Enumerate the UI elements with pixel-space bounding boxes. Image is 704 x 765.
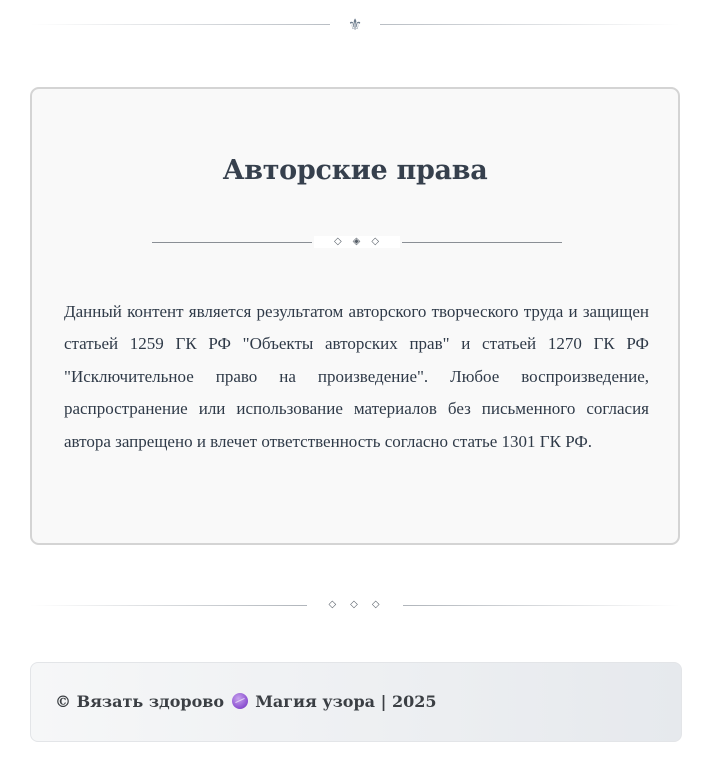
copyright-text: Данный контент является результатом авторского творческого труда и защищен статьей 1259 ГК РФ "Объекты авторских прав" и статьей 1270 ГК РФ "Исключительное право на произведение". Любое воспроизведение, распространение или использование материалов без письменного согласия автора запрещено и влечет ответственность согласно статье 1301 ГК РФ.	[64, 302, 649, 451]
section-divider-line-left	[30, 605, 307, 606]
yarn-ball-icon	[232, 693, 248, 709]
top-divider-line-right	[380, 24, 680, 25]
top-divider	[30, 14, 680, 36]
ornament-line-right	[402, 242, 562, 243]
copyright-card	[30, 87, 680, 545]
footer-text	[55, 692, 437, 711]
footer-copyright: © Вязать здорово	[55, 692, 225, 711]
section-divider	[30, 597, 680, 613]
diamond-ornament-icon: ◇◈◇	[314, 236, 400, 248]
section-divider-line-right	[403, 605, 680, 606]
title-ornament	[152, 236, 562, 248]
fleur-de-lis-icon: ⚜	[347, 15, 363, 34]
diamond-dots-icon: ◇◇◇	[328, 599, 394, 610]
footer-tagline: Магия узора | 2025	[255, 692, 437, 711]
ornament-line-left	[152, 242, 312, 243]
footer	[30, 662, 682, 742]
card-title: Авторские права	[222, 155, 488, 186]
top-divider-line-left	[30, 24, 330, 25]
